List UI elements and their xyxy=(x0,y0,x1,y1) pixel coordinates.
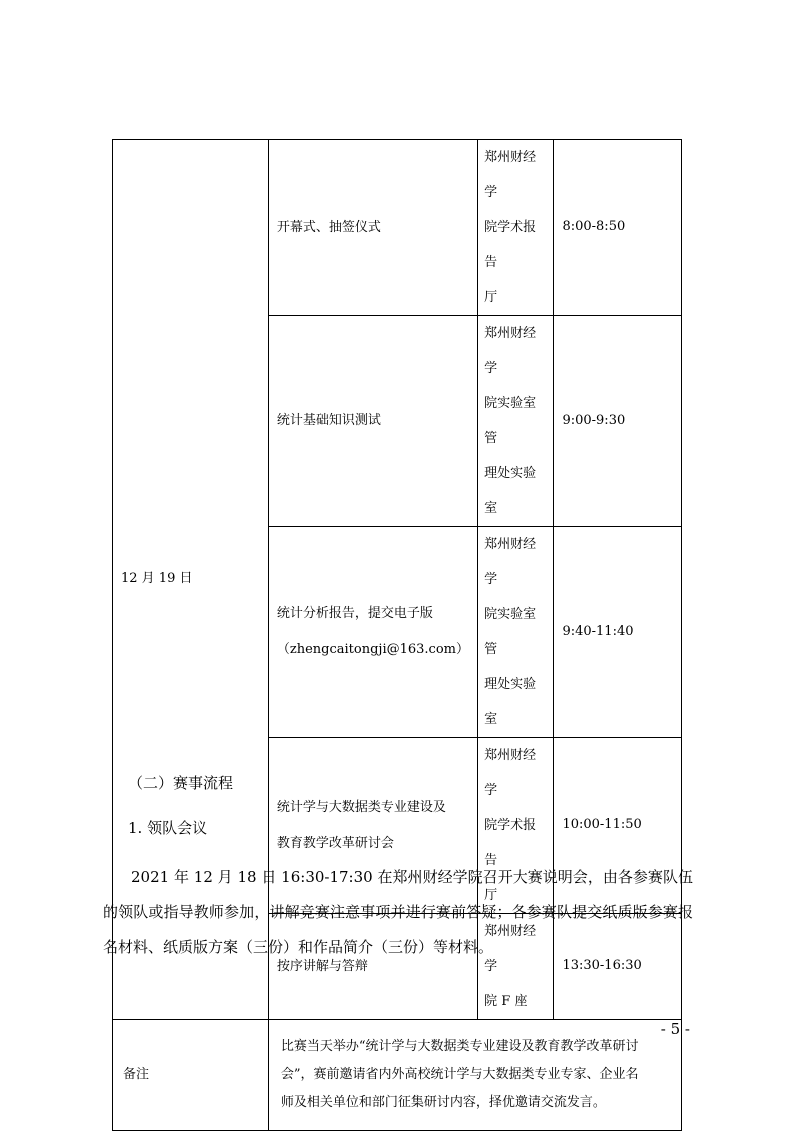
date-text: 12 月 19 日 xyxy=(121,571,193,587)
venue-line: 院 F 座 xyxy=(484,994,528,1009)
venue-line: 院学术报告 xyxy=(484,220,537,270)
schedule-table xyxy=(112,139,682,1131)
venue-cell xyxy=(478,140,554,316)
event-text: 开幕式、抽签仪式 xyxy=(276,219,381,235)
venue-cell xyxy=(478,527,554,738)
event-text: 统计学与大数据类专业建设及 xyxy=(276,799,446,815)
note-line: 师及相关单位和部门征集研讨内容，择优邀请交流发言。 xyxy=(280,1095,606,1110)
event-text: 统计分析报告，提交电子版 xyxy=(276,606,433,621)
venue-line: 厅 xyxy=(484,290,498,305)
body-paragraph: 2021 年 12 月 18 日 16:30-17:30 在郑州财经学院召开大赛说明会，由各参赛队伍的领队或指导教师参加，讲解竞赛注意事项并进行赛前答疑；各参赛队提交纸质版参赛报名材料、纸质版方案（三份）和作品简介（三份）等材料。 xyxy=(103,868,693,956)
venue-cell xyxy=(478,316,554,527)
section-heading: （二）赛事流程 xyxy=(128,774,234,792)
venue-line: 郑州财经学 xyxy=(484,326,537,376)
note-row xyxy=(113,1020,682,1131)
venue-line: 郑州财经学 xyxy=(484,537,537,587)
venue-line: 郑州财经学 xyxy=(484,924,537,974)
event-text: 统计基础知识测试 xyxy=(276,413,381,428)
time-cell xyxy=(554,316,682,527)
venue-line: 院实验室管 xyxy=(484,396,537,446)
time-text: 9:00-9:30 xyxy=(562,412,626,428)
event-text: 教育教学改革研讨会 xyxy=(276,835,394,851)
event-cell xyxy=(268,527,477,738)
page-number: - 5 - xyxy=(660,1020,690,1038)
time-text: 13:30-16:30 xyxy=(562,958,642,974)
note-cell xyxy=(268,1020,681,1131)
venue-line: 院实验室管 xyxy=(484,607,537,657)
venue-line: 郑州财经学 xyxy=(484,150,537,200)
time-text: 9:40-11:40 xyxy=(562,623,634,639)
subsection-heading: 1. 领队会议 xyxy=(128,819,208,837)
venue-line: 郑州财经学 xyxy=(484,748,537,798)
note-line: 会”，赛前邀请省内外高校统计学与大数据类专业专家、企业名 xyxy=(280,1067,639,1082)
event-cell xyxy=(268,316,477,527)
event-cell xyxy=(268,140,477,316)
venue-line: 理处实验室 xyxy=(484,466,537,516)
note-label: 备注 xyxy=(123,1066,150,1082)
venue-line: 厅 xyxy=(484,888,498,903)
schedule-row xyxy=(113,140,682,316)
time-cell xyxy=(554,140,682,316)
note-label-cell xyxy=(113,1020,269,1131)
event-email: （zhengcaitongji@163.com） xyxy=(276,642,469,657)
note-line: 比赛当天举办“统计学与大数据类专业建设及教育教学改革研讨 xyxy=(280,1039,639,1054)
time-text: 8:00-8:50 xyxy=(562,219,626,235)
venue-line: 院学术报告 xyxy=(484,818,537,868)
event-text: 按序讲解与答辩 xyxy=(276,958,368,974)
time-cell xyxy=(554,527,682,738)
time-text: 10:00-11:50 xyxy=(562,817,642,833)
venue-line: 理处实验室 xyxy=(484,677,537,727)
